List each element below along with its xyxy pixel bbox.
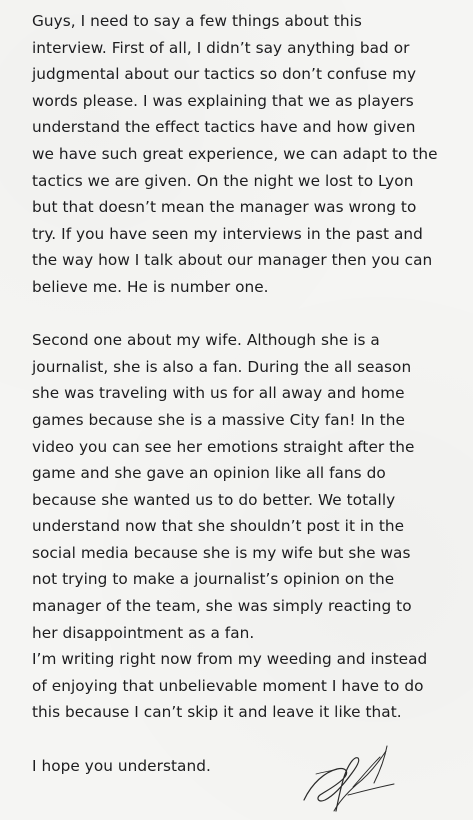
- text-line: but that doesn’t mean the manager was wrong to: [32, 198, 417, 217]
- text-line: Second one about my wife. Although she is a: [32, 331, 380, 350]
- paragraph-spacer: [32, 301, 452, 328]
- text-line: manager of the team, she was simply reacting to: [32, 597, 412, 616]
- closing-line: I hope you understand.: [32, 756, 211, 775]
- text-line: try. If you have seen my interviews in the past and: [32, 224, 423, 243]
- text-line: not trying to make a journalist’s opinion on the: [32, 570, 395, 589]
- paragraph-2: [32, 327, 452, 726]
- text-line: game and she gave an opinion like all fans do: [32, 464, 386, 483]
- text-line: I’m writing right now from my weeding and instead: [32, 650, 428, 669]
- text-line: games because she is a massive City fan! In the: [32, 410, 405, 429]
- text-line: judgmental about our tactics so don’t confuse my: [32, 65, 417, 84]
- text-line: understand now that she shouldn’t post it in the: [32, 517, 405, 536]
- text-line: journalist, she is also a fan. During the all season: [32, 357, 412, 376]
- text-line: this because I can’t skip it and leave it like that.: [32, 703, 402, 722]
- text-line: tactics we are given. On the night we lost to Lyon: [32, 171, 414, 190]
- text-line: Guys, I need to say a few things about this: [32, 12, 362, 30]
- paragraph-1: [32, 8, 452, 301]
- text-line: social media because she is my wife but she was: [32, 543, 411, 562]
- text-line: her disappointment as a fan.: [32, 623, 255, 642]
- text-line: believe me. He is number one.: [32, 277, 269, 296]
- text-line: video you can see her emotions straight after the: [32, 437, 415, 456]
- text-line: of enjoying that unbelievable moment I have to do: [32, 676, 424, 695]
- handwritten-signature: [290, 738, 410, 818]
- text-line: she was traveling with us for all away and home: [32, 384, 405, 403]
- text-line: we have such great experience, we can adapt to the: [32, 144, 438, 163]
- text-line: interview. First of all, I didn’t say anything bad or: [32, 38, 410, 57]
- text-line: the way how I talk about our manager then you can: [32, 251, 433, 270]
- text-line: words please. I was explaining that we as players: [32, 91, 414, 110]
- text-line: understand the effect tactics have and how given: [32, 118, 416, 137]
- text-line: because she wanted us to do better. We totally: [32, 490, 396, 509]
- letter-body: [32, 8, 452, 779]
